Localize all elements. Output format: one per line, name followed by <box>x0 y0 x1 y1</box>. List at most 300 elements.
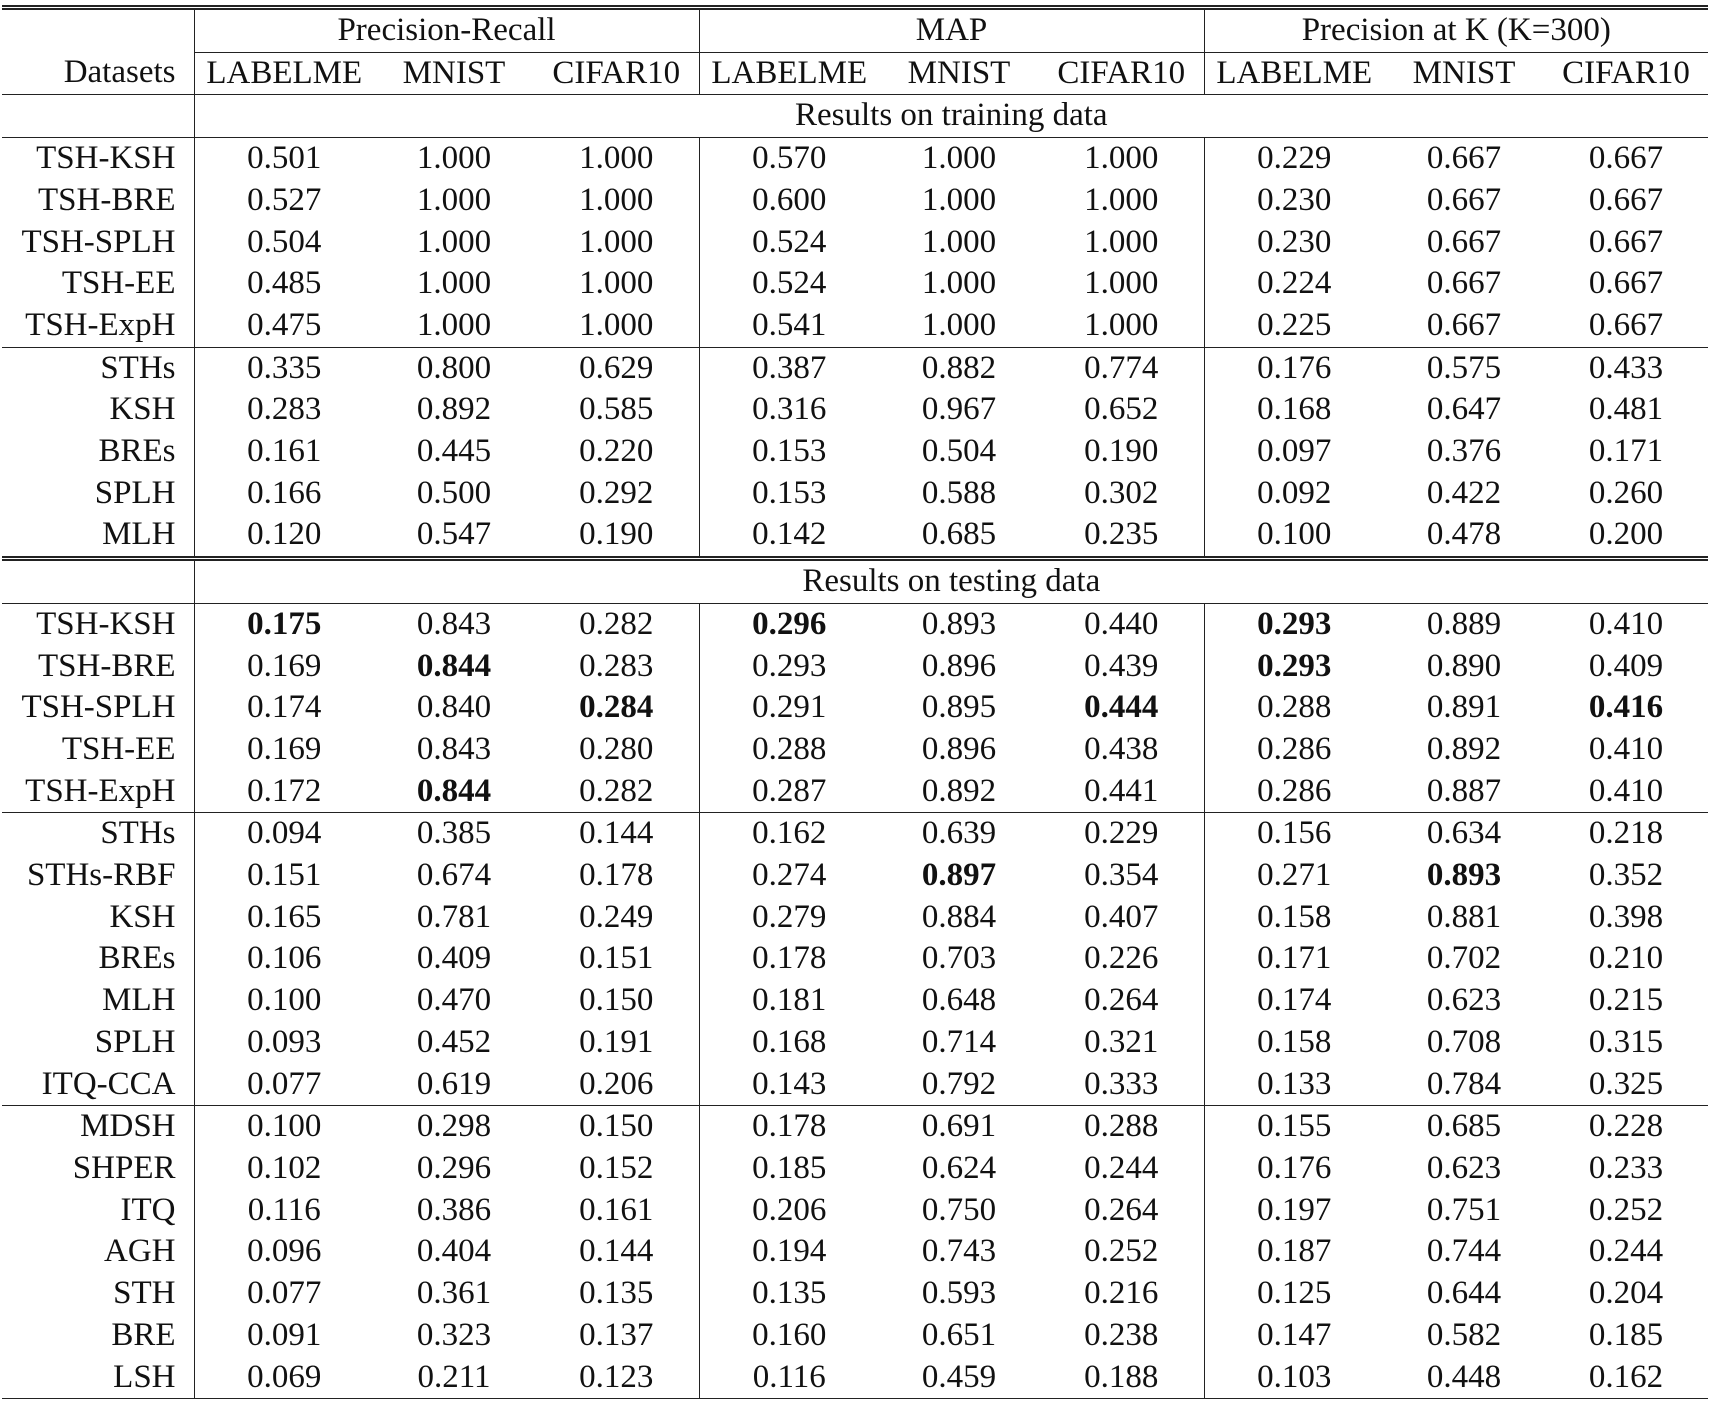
value-cell: 0.478 <box>1384 514 1544 558</box>
value-cell: 0.288 <box>1204 687 1384 729</box>
value-cell: 0.504 <box>194 222 374 264</box>
value-cell: 0.410 <box>1544 771 1708 813</box>
value-cell: 0.781 <box>416 898 492 935</box>
value-cell: 0.840 <box>416 689 492 726</box>
value-cell: 0.751 <box>1426 1191 1502 1228</box>
value-cell: 0.386 <box>416 1191 492 1228</box>
table-row <box>2 646 1708 688</box>
value-cell: 0.116 <box>194 1190 374 1232</box>
value-cell: 0.283 <box>194 389 374 431</box>
value-cell: 1.000 <box>921 265 997 302</box>
value-cell: 0.166 <box>194 473 374 515</box>
table-row <box>2 603 1708 645</box>
value-cell: 1.000 <box>579 140 654 177</box>
value-cell: 0.165 <box>194 897 374 939</box>
value-cell: 0.441 <box>1039 771 1204 813</box>
value-cell: 0.091 <box>194 1315 374 1357</box>
value-cell: 0.143 <box>699 1064 879 1106</box>
method-label: TSH-SPLH <box>21 223 176 260</box>
value-cell: 0.800 <box>416 349 492 386</box>
method-label: TSH-BRE <box>37 181 176 218</box>
value-cell: 0.151 <box>579 940 654 977</box>
value-cell: 0.296 <box>699 603 879 645</box>
table-row <box>2 897 1708 939</box>
table-row <box>2 180 1708 222</box>
table-row <box>2 980 1708 1022</box>
value-cell: 0.288 <box>699 729 879 771</box>
section-title: Results on training data <box>194 95 1708 138</box>
value-cell: 0.252 <box>1084 1233 1159 1270</box>
value-cell: 0.967 <box>921 391 997 428</box>
table-row <box>2 431 1708 473</box>
value-cell: 0.282 <box>534 771 699 813</box>
value-cell: 0.588 <box>921 474 997 511</box>
method-label: TSH-KSH <box>36 140 176 177</box>
value-cell: 0.279 <box>699 897 879 939</box>
value-cell: 0.097 <box>1204 431 1384 473</box>
value-cell: 0.302 <box>1084 474 1159 511</box>
value-cell: 0.444 <box>1084 689 1159 726</box>
table-row <box>2 687 1708 729</box>
value-cell: 0.315 <box>1588 1023 1664 1060</box>
value-cell: 0.176 <box>1204 1148 1384 1190</box>
value-cell: 0.284 <box>579 689 654 726</box>
value-cell: 0.151 <box>194 855 374 897</box>
dataset-header: MNIST <box>374 52 534 95</box>
dataset-header: CIFAR10 <box>1544 52 1708 95</box>
dataset-header: LABELME <box>1204 52 1384 95</box>
value-cell: 0.325 <box>1544 1064 1708 1106</box>
value-cell: 0.667 <box>1384 305 1544 347</box>
value-cell: 0.644 <box>1426 1275 1502 1312</box>
table-row <box>2 305 1708 347</box>
table-row <box>2 1231 1708 1273</box>
value-cell: 0.892 <box>416 391 492 428</box>
method-label: STHs <box>100 815 176 852</box>
dataset-header: CIFAR10 <box>534 52 699 95</box>
table-row <box>2 729 1708 771</box>
value-cell: 0.674 <box>416 857 492 894</box>
value-cell: 0.168 <box>1204 389 1384 431</box>
value-cell: 0.260 <box>1588 474 1664 511</box>
value-cell: 0.175 <box>194 603 374 645</box>
value-cell: 0.171 <box>1204 938 1384 980</box>
value-cell: 0.624 <box>921 1149 997 1186</box>
table-row <box>2 263 1708 305</box>
value-cell: 0.896 <box>921 730 997 767</box>
value-cell: 0.133 <box>1204 1064 1384 1106</box>
value-cell: 1.000 <box>921 140 997 177</box>
value-cell: 0.354 <box>1084 857 1159 894</box>
method-label: BRE <box>111 1316 176 1353</box>
value-cell: 0.244 <box>1588 1233 1664 1270</box>
value-cell: 0.844 <box>416 647 492 684</box>
value-cell: 0.153 <box>699 473 879 515</box>
value-cell: 0.292 <box>579 474 654 511</box>
method-label: SHPER <box>72 1149 176 1186</box>
value-cell: 0.181 <box>699 980 879 1022</box>
value-cell: 0.667 <box>1588 265 1664 302</box>
value-cell: 0.714 <box>921 1023 997 1060</box>
value-cell: 0.123 <box>534 1357 699 1399</box>
value-cell: 0.407 <box>1084 898 1159 935</box>
value-cell: 0.439 <box>1084 647 1159 684</box>
dataset-header-row <box>2 52 1708 95</box>
value-cell: 0.188 <box>1039 1357 1204 1399</box>
value-cell: 0.288 <box>1084 1108 1159 1145</box>
value-cell: 0.335 <box>194 347 374 389</box>
table-row <box>2 938 1708 980</box>
value-cell: 0.667 <box>1426 265 1502 302</box>
value-cell: 0.194 <box>699 1231 879 1273</box>
section-title-row <box>2 559 1708 604</box>
value-cell: 0.100 <box>1204 514 1384 558</box>
value-cell: 0.639 <box>921 815 997 852</box>
value-cell: 0.178 <box>579 857 654 894</box>
value-cell: 0.352 <box>1588 857 1664 894</box>
value-cell: 0.416 <box>1588 689 1664 726</box>
value-cell: 0.893 <box>1426 857 1502 894</box>
table-row <box>2 473 1708 515</box>
value-cell: 1.000 <box>534 305 699 347</box>
value-cell: 0.890 <box>1426 647 1502 684</box>
table-row <box>2 347 1708 389</box>
value-cell: 0.893 <box>921 605 997 642</box>
group-header: Precision-Recall <box>194 8 699 53</box>
value-cell: 0.162 <box>1544 1357 1708 1399</box>
value-cell: 0.744 <box>1426 1233 1502 1270</box>
value-cell: 0.096 <box>194 1231 374 1273</box>
value-cell: 0.321 <box>1084 1023 1159 1060</box>
value-cell: 0.448 <box>1384 1357 1544 1399</box>
table-row <box>2 1022 1708 1064</box>
value-cell: 0.155 <box>1204 1106 1384 1148</box>
value-cell: 0.750 <box>921 1191 997 1228</box>
dataset-header: MNIST <box>1384 52 1544 95</box>
value-cell: 0.287 <box>699 771 879 813</box>
method-label: TSH-ExpH <box>2 305 194 347</box>
value-cell: 0.648 <box>921 982 997 1019</box>
value-cell: 0.161 <box>194 431 374 473</box>
value-cell: 0.224 <box>1204 263 1384 305</box>
value-cell: 0.147 <box>1204 1315 1384 1357</box>
value-cell: 0.504 <box>921 433 997 470</box>
value-cell: 0.125 <box>1204 1273 1384 1315</box>
method-label: TSH-SPLH <box>21 689 176 726</box>
value-cell: 0.264 <box>1084 982 1159 1019</box>
value-cell: 0.226 <box>1084 940 1159 977</box>
value-cell: 0.691 <box>921 1108 997 1145</box>
value-cell: 0.524 <box>699 263 879 305</box>
value-cell: 0.445 <box>416 433 492 470</box>
value-cell: 0.774 <box>1084 349 1159 386</box>
dataset-header: MNIST <box>879 52 1039 95</box>
value-cell: 0.178 <box>699 938 879 980</box>
value-cell: 0.204 <box>1588 1275 1664 1312</box>
value-cell: 0.667 <box>1426 181 1502 218</box>
value-cell: 0.120 <box>194 514 374 558</box>
value-cell: 0.884 <box>921 898 997 935</box>
value-cell: 0.271 <box>1204 855 1384 897</box>
value-cell: 0.844 <box>374 771 534 813</box>
value-cell: 0.169 <box>194 729 374 771</box>
value-cell: 0.404 <box>416 1233 492 1270</box>
value-cell: 0.100 <box>194 980 374 1022</box>
table-row <box>2 138 1708 180</box>
value-cell: 0.702 <box>1426 940 1502 977</box>
value-cell: 0.225 <box>1204 305 1384 347</box>
value-cell: 0.185 <box>1588 1316 1664 1353</box>
value-cell: 0.233 <box>1588 1149 1664 1186</box>
method-label: AGH <box>104 1233 176 1270</box>
value-cell: 0.210 <box>1588 940 1664 977</box>
table-row <box>2 389 1708 431</box>
dataset-header: CIFAR10 <box>1039 52 1204 95</box>
table-row <box>2 1190 1708 1232</box>
value-cell: 0.178 <box>699 1106 879 1148</box>
group-header-row <box>2 8 1708 53</box>
value-cell: 0.651 <box>921 1316 997 1353</box>
value-cell: 0.667 <box>1588 181 1664 218</box>
method-label: MLH <box>2 514 194 558</box>
value-cell: 0.433 <box>1588 349 1664 386</box>
value-cell: 1.000 <box>921 223 997 260</box>
value-cell: 0.422 <box>1426 474 1502 511</box>
value-cell: 0.135 <box>699 1273 879 1315</box>
value-cell: 0.135 <box>579 1275 654 1312</box>
value-cell: 0.238 <box>1084 1316 1159 1353</box>
value-cell: 0.230 <box>1204 180 1384 222</box>
value-cell: 0.685 <box>1426 1108 1502 1145</box>
value-cell: 0.142 <box>699 514 879 558</box>
value-cell: 0.229 <box>1204 138 1384 180</box>
value-cell: 0.667 <box>1588 140 1664 177</box>
table-row <box>2 1273 1708 1315</box>
value-cell: 0.291 <box>699 687 879 729</box>
value-cell: 0.889 <box>1426 605 1502 642</box>
value-cell: 0.575 <box>1426 349 1502 386</box>
method-label: MLH <box>102 982 176 1019</box>
value-cell: 0.843 <box>416 605 492 642</box>
table-row <box>2 1357 1708 1399</box>
table-row <box>2 855 1708 897</box>
value-cell: 0.501 <box>194 138 374 180</box>
value-cell: 0.116 <box>699 1357 879 1399</box>
value-cell: 0.897 <box>921 857 997 894</box>
value-cell: 0.172 <box>194 771 374 813</box>
table-row <box>2 771 1708 813</box>
results-table <box>2 5 1708 1399</box>
value-cell: 0.206 <box>534 1064 699 1106</box>
method-label: ITQ <box>120 1191 176 1228</box>
method-label: TSH-BRE <box>37 647 176 684</box>
value-cell: 1.000 <box>879 305 1039 347</box>
value-cell: 0.882 <box>921 349 997 386</box>
value-cell: 0.333 <box>1039 1064 1204 1106</box>
value-cell: 0.206 <box>699 1190 879 1232</box>
value-cell: 0.470 <box>416 982 492 1019</box>
value-cell: 1.000 <box>416 181 492 218</box>
method-label: BREs <box>98 940 176 977</box>
table-row <box>2 813 1708 855</box>
value-cell: 0.093 <box>194 1022 374 1064</box>
value-cell: 0.171 <box>1588 433 1664 470</box>
value-cell: 0.792 <box>879 1064 1039 1106</box>
value-cell: 0.623 <box>1426 1149 1502 1186</box>
value-cell: 1.000 <box>416 265 492 302</box>
value-cell: 0.708 <box>1426 1023 1502 1060</box>
value-cell: 0.211 <box>374 1357 534 1399</box>
value-cell: 0.161 <box>579 1191 654 1228</box>
value-cell: 0.891 <box>1426 689 1502 726</box>
value-cell: 0.619 <box>374 1064 534 1106</box>
table-row <box>2 1106 1708 1148</box>
value-cell: 0.249 <box>579 898 654 935</box>
value-cell: 0.144 <box>579 815 654 852</box>
method-label: KSH <box>109 391 176 428</box>
value-cell: 0.215 <box>1588 982 1664 1019</box>
value-cell: 0.158 <box>1204 1022 1384 1064</box>
value-cell: 0.252 <box>1588 1191 1664 1228</box>
method-label: SPLH <box>94 474 176 511</box>
value-cell: 0.459 <box>879 1357 1039 1399</box>
value-cell: 0.197 <box>1204 1190 1384 1232</box>
value-cell: 0.323 <box>416 1316 492 1353</box>
row-label-header: Datasets <box>2 52 194 95</box>
group-header: MAP <box>699 8 1204 53</box>
value-cell: 0.685 <box>879 514 1039 558</box>
value-cell: 0.652 <box>1084 391 1159 428</box>
value-cell: 0.144 <box>579 1233 654 1270</box>
value-cell: 0.103 <box>1204 1357 1384 1399</box>
value-cell: 0.077 <box>194 1064 374 1106</box>
value-cell: 0.220 <box>579 433 654 470</box>
value-cell: 0.190 <box>534 514 699 558</box>
value-cell: 0.168 <box>699 1022 879 1064</box>
value-cell: 0.298 <box>416 1108 492 1145</box>
value-cell: 0.623 <box>1426 982 1502 1019</box>
value-cell: 0.282 <box>579 605 654 642</box>
value-cell: 0.541 <box>699 305 879 347</box>
value-cell: 0.286 <box>1204 729 1384 771</box>
value-cell: 0.187 <box>1204 1231 1384 1273</box>
value-cell: 0.069 <box>194 1357 374 1399</box>
value-cell: 0.409 <box>416 940 492 977</box>
value-cell: 0.582 <box>1426 1316 1502 1353</box>
value-cell: 0.228 <box>1588 1108 1664 1145</box>
value-cell: 1.000 <box>921 181 997 218</box>
value-cell: 0.316 <box>699 389 879 431</box>
value-cell: 0.280 <box>579 730 654 767</box>
value-cell: 0.634 <box>1426 815 1502 852</box>
value-cell: 0.162 <box>699 813 879 855</box>
table-row <box>2 1064 1708 1106</box>
value-cell: 0.896 <box>921 647 997 684</box>
value-cell: 1.000 <box>374 305 534 347</box>
method-label: STH <box>113 1275 176 1312</box>
value-cell: 1.000 <box>416 140 492 177</box>
value-cell: 0.361 <box>416 1275 492 1312</box>
value-cell: 0.409 <box>1588 647 1664 684</box>
value-cell: 0.283 <box>579 647 654 684</box>
method-label: TSH-KSH <box>36 605 176 642</box>
dataset-header: LABELME <box>699 52 879 95</box>
value-cell: 0.169 <box>194 646 374 688</box>
value-cell: 0.500 <box>416 474 492 511</box>
value-cell: 0.570 <box>699 138 879 180</box>
value-cell: 0.150 <box>579 1108 654 1145</box>
table-row <box>2 1148 1708 1190</box>
value-cell: 0.293 <box>699 646 879 688</box>
value-cell: 0.185 <box>699 1148 879 1190</box>
value-cell: 0.593 <box>921 1275 997 1312</box>
value-cell: 1.000 <box>579 181 654 218</box>
value-cell: 0.153 <box>699 431 879 473</box>
value-cell: 0.385 <box>416 815 492 852</box>
method-label: LSH <box>2 1357 194 1399</box>
value-cell: 0.094 <box>194 813 374 855</box>
value-cell: 0.160 <box>699 1315 879 1357</box>
value-cell: 0.387 <box>699 347 879 389</box>
value-cell: 0.485 <box>194 263 374 305</box>
value-cell: 1.000 <box>1084 140 1159 177</box>
value-cell: 0.174 <box>194 687 374 729</box>
table-row <box>2 514 1708 558</box>
value-cell: 1.000 <box>579 223 654 260</box>
value-cell: 0.667 <box>1426 140 1502 177</box>
value-cell: 0.892 <box>879 771 1039 813</box>
value-cell: 0.191 <box>579 1023 654 1060</box>
value-cell: 0.881 <box>1426 898 1502 935</box>
value-cell: 0.230 <box>1204 222 1384 264</box>
value-cell: 1.000 <box>1039 305 1204 347</box>
value-cell: 0.286 <box>1204 771 1384 813</box>
value-cell: 0.440 <box>1084 605 1159 642</box>
value-cell: 0.629 <box>579 349 654 386</box>
value-cell: 1.000 <box>416 223 492 260</box>
value-cell: 0.452 <box>416 1023 492 1060</box>
method-label: SPLH <box>94 1023 176 1060</box>
value-cell: 0.102 <box>194 1148 374 1190</box>
method-label: STHs-RBF <box>26 857 176 894</box>
value-cell: 0.527 <box>194 180 374 222</box>
method-label: KSH <box>109 898 176 935</box>
value-cell: 0.190 <box>1084 433 1159 470</box>
value-cell: 0.647 <box>1426 391 1502 428</box>
value-cell: 0.176 <box>1204 347 1384 389</box>
value-cell: 0.100 <box>194 1106 374 1148</box>
value-cell: 0.150 <box>579 982 654 1019</box>
value-cell: 0.274 <box>699 855 879 897</box>
value-cell: 0.887 <box>1384 771 1544 813</box>
table-row <box>2 222 1708 264</box>
value-cell: 0.481 <box>1588 391 1664 428</box>
value-cell: 1.000 <box>579 265 654 302</box>
value-cell: 0.667 <box>1588 223 1664 260</box>
value-cell: 1.000 <box>1084 223 1159 260</box>
value-cell: 0.438 <box>1084 730 1159 767</box>
value-cell: 0.158 <box>1204 897 1384 939</box>
dataset-header: LABELME <box>194 52 374 95</box>
value-cell: 0.106 <box>194 938 374 980</box>
method-label: BREs <box>98 433 176 470</box>
value-cell: 0.229 <box>1084 815 1159 852</box>
section-title: Results on testing data <box>194 559 1708 604</box>
group-header: Precision at K (K=300) <box>1204 8 1708 53</box>
value-cell: 0.475 <box>194 305 374 347</box>
value-cell: 0.547 <box>374 514 534 558</box>
value-cell: 0.410 <box>1588 730 1664 767</box>
